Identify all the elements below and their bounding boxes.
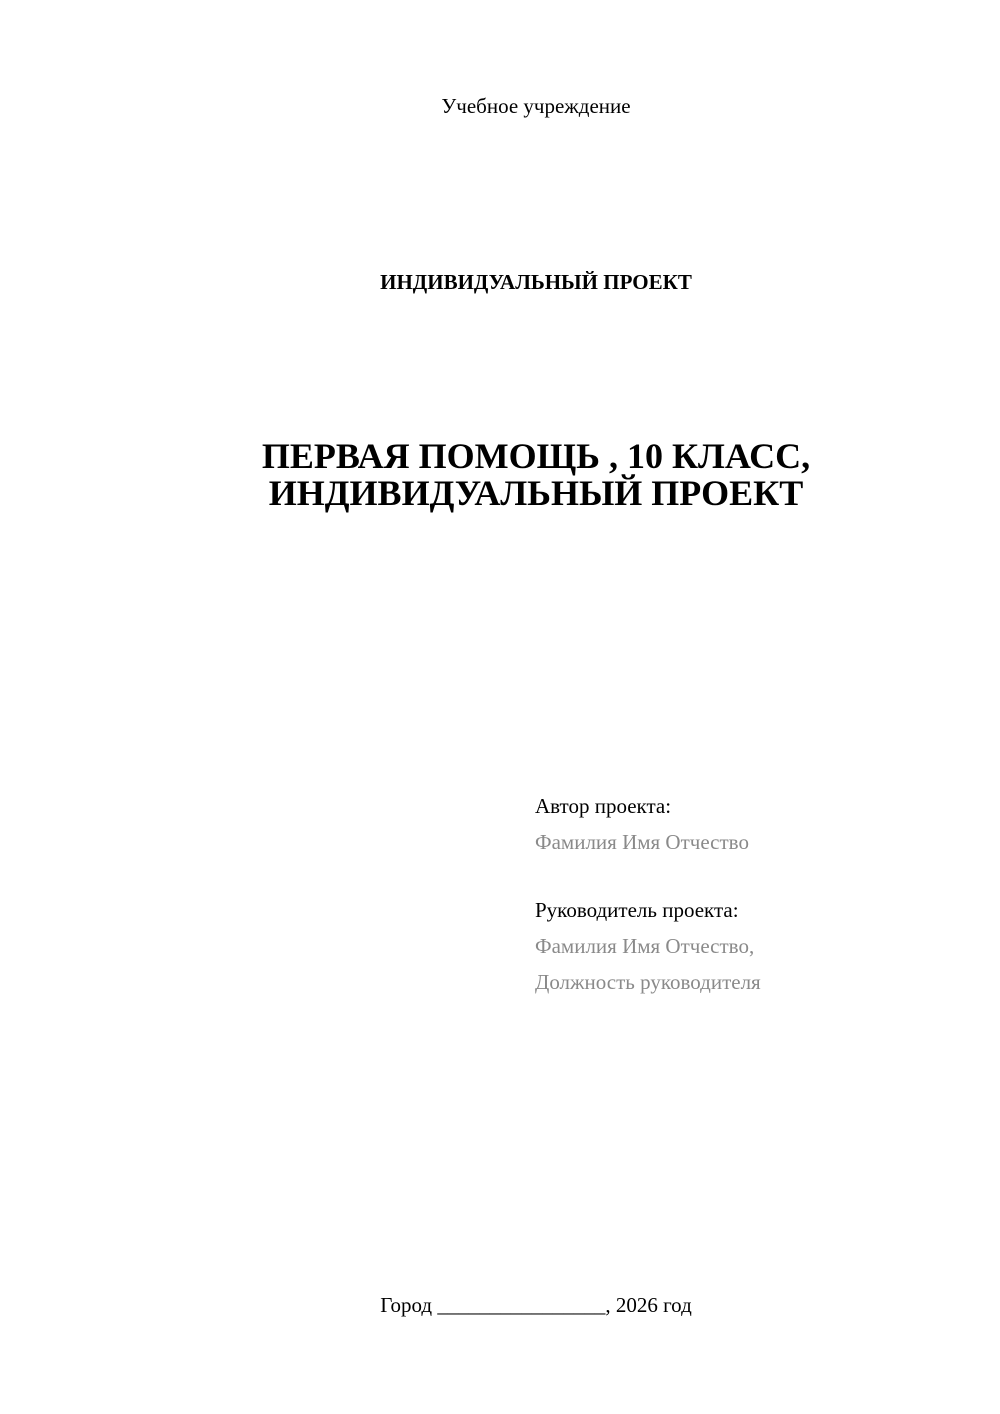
supervisor-block — [535, 892, 975, 1000]
institution-name: Учебное учреждение — [441, 94, 631, 118]
author-name: Фамилия Имя Отчество — [535, 830, 749, 854]
author-label: Автор проекта: — [535, 794, 672, 818]
supervisor-name: Фамилия Имя Отчество, — [535, 934, 755, 958]
project-title-line-2: ИНДИВИДУАЛЬНЫЙ ПРОЕКТ — [268, 473, 804, 513]
project-title — [0, 438, 1000, 512]
author-block — [535, 788, 975, 860]
document-type-heading: ИНДИВИДУАЛЬНЫЙ ПРОЕКТ — [380, 270, 692, 294]
supervisor-label: Руководитель проекта: — [535, 898, 739, 922]
city-year-line: Город ________________, 2026 год — [380, 1293, 692, 1317]
project-title-line-1: ПЕРВАЯ ПОМОЩЬ , 10 КЛАСС, — [261, 436, 811, 476]
supervisor-position: Должность руководителя — [535, 970, 761, 994]
